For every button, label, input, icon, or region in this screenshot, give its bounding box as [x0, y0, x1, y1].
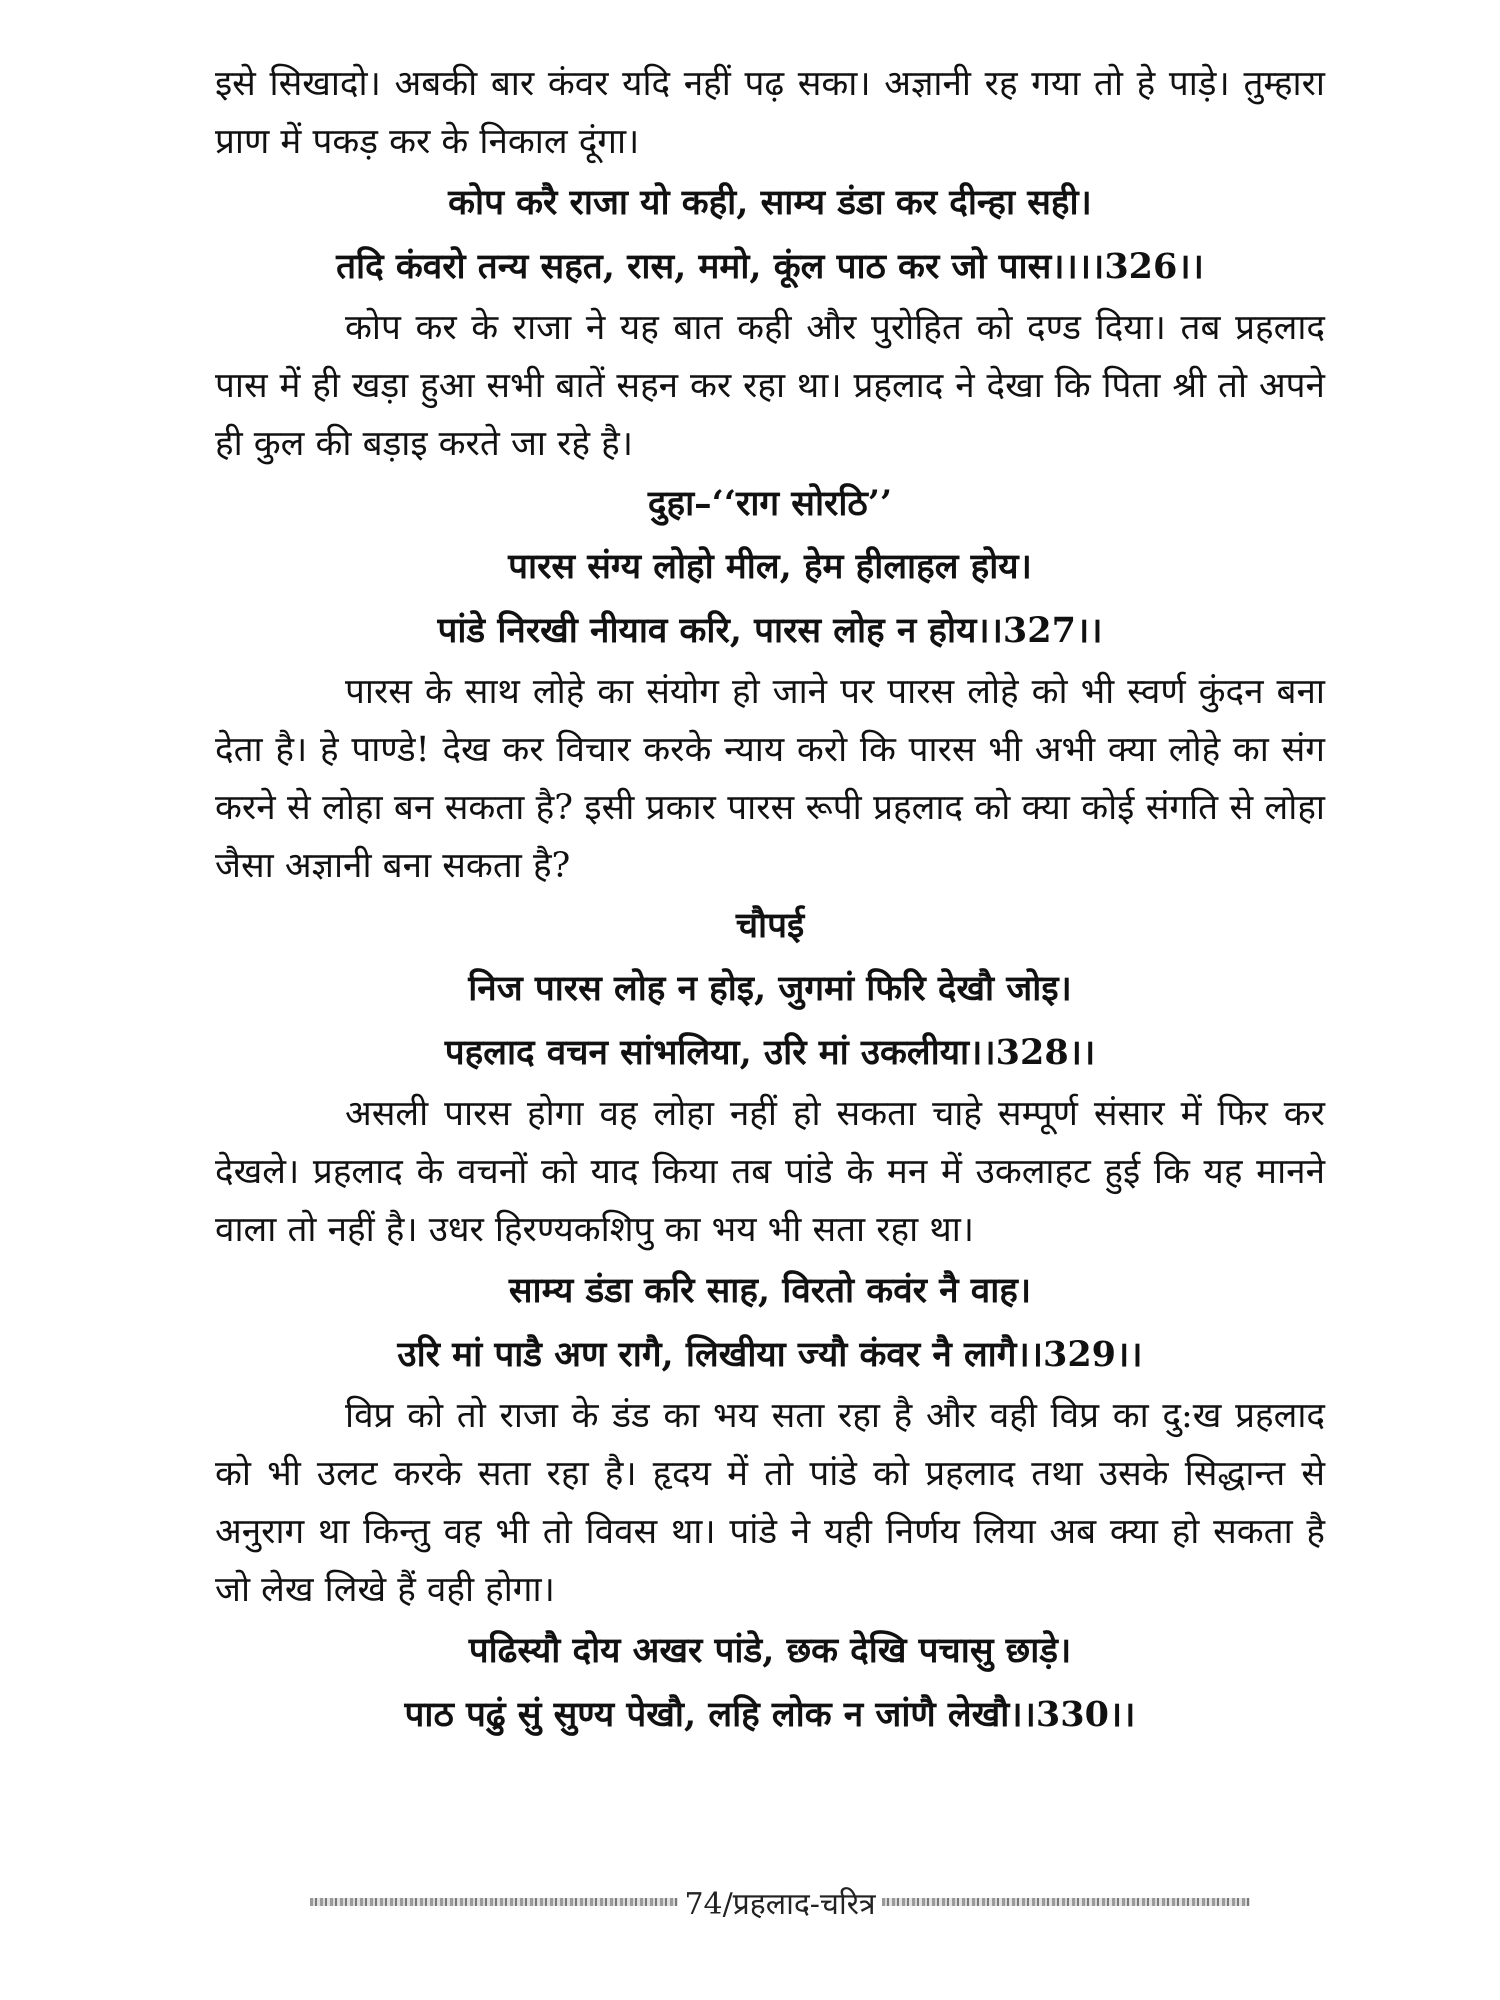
footer-rule-left [310, 1898, 678, 1906]
verse-line: साम्य डंडा करि साह, विरतो कवंर नै वाह। [508, 1270, 1032, 1311]
page-number-title: 74/प्रहलाद-चरित्र [684, 1886, 876, 1922]
footer-rule-right [882, 1898, 1250, 1906]
verse-line: पारस संग्य लोहो मील, हेम हीलाहल होय। [508, 546, 1032, 587]
prose-paragraph: असली पारस होगा वह लोहा नहीं हो सकता चाहे सम्पूर्ण संसार में फिर कर देखले। प्रहलाद के वचनों को याद किया तब पांडे के मन में उकलाहट हुई कि यह मानने वाला तो नहीं है। उधर हिरण्यकशिपु का भय भी सता रहा था। [215, 1094, 1325, 1250]
page-footer [310, 1880, 1250, 1924]
verse-line: पहलाद वचन सांभलिया, उरि मां उकलीया।।328।। [444, 1032, 1096, 1073]
section-heading: दुहा–‘‘राग सोरठि’’ [647, 483, 893, 524]
section-heading: चौपई [735, 905, 805, 946]
verse-line: पाठ पढुं सुं सुण्य पेखौ, लहि लोक न जांणै लेखौ।।330।। [404, 1694, 1136, 1735]
prose-paragraph: इसे सिखादो। अबकी बार कंवर यदि नहीं पढ़ सका। अज्ञानी रह गया तो हे पाड़े। तुम्हारा प्राण में पकड़ कर के निकाल दूंगा। [215, 64, 1325, 162]
page-body [215, 55, 1325, 1747]
verse-line: पांडे निरखी नीयाव करि, पारस लोह न होय।।327।। [437, 610, 1103, 651]
verse-line: निज पारस लोह न होइ, जुगमां फिरि देखौ जोइ। [468, 968, 1072, 1009]
verse-line: तदि कंवरो तन्य सहत, रास, ममो, कूंल पाठ कर जो पास।।।।326।। [336, 246, 1204, 287]
prose-paragraph: कोप कर के राजा ने यह बात कही और पुरोहित को दण्ड दिया। तब प्रहलाद पास में ही खड़ा हुआ सभी बातें सहन कर रहा था। प्रहलाद ने देखा कि पिता श्री तो अपने ही कुल की बड़ाइ करते जा रहे है। [215, 308, 1325, 464]
verse-line: कोप करै राजा यो कही, साम्य डंडा कर दीन्हा सही। [448, 182, 1092, 223]
verse-line: उरि मां पाडै अण रागै, लिखीया ज्यौ कंवर नै लागै।।329।। [397, 1334, 1143, 1375]
verse-line: पढिस्यौ दोय अखर पांडे, छक देखि पचासु छाड़े। [468, 1630, 1072, 1671]
prose-paragraph: पारस के साथ लोहे का संयोग हो जाने पर पारस लोहे को भी स्वर्ण कुंदन बना देता है। हे पाण्डे! देख कर विचार करके न्याय करो कि पारस भी अभी क्या लोहे का संग करने से लोहा बन सकता है? इसी प्रकार पारस रूपी प्रहलाद को क्या कोई संगति से लोहा जैसा अज्ञानी बना सकता है? [215, 672, 1325, 886]
prose-paragraph: विप्र को तो राजा के डंड का भय सता रहा है और वही विप्र का दु:ख प्रहलाद को भी उलट करके सता रहा है। हृदय में तो पांडे को प्रहलाद तथा उसके सिद्धान्त से अनुराग था किन्तु वह भी तो विवस था। पांडे ने यही निर्णय लिया अब क्या हो सकता है जो लेख लिखे हैं वही होगा। [215, 1396, 1325, 1610]
